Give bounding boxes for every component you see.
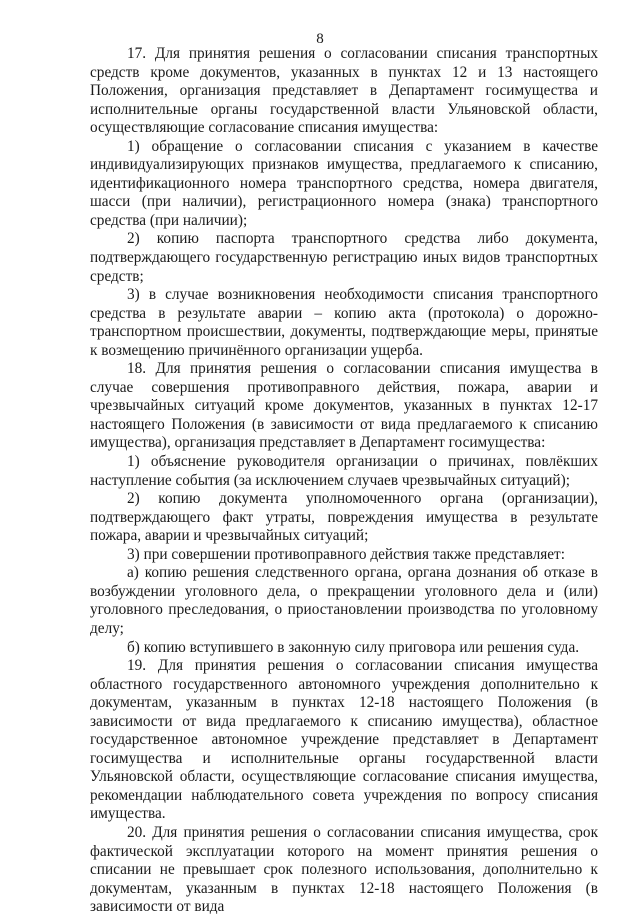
paragraph-17-item-3: 3) в случае возникновения необходимости списания транспортного средства в результате аварии – копию акта (протокола) о дорожно-транспортном происшествии, документы, подтверждающие меры, принятые к возмещению причинённого организации ущерба.	[90, 286, 598, 359]
paragraph-18-item-1: 1) объяснение руководителя организации о причинах, повлёкших наступление события (за исключением случаев чрезвычайных ситуаций);	[90, 453, 598, 489]
page-number: 8	[316, 31, 324, 47]
paragraph-19: 19. Для принятия решения о согласовании списания имущества областного государственного автономного учреждения дополнительно к документам, указанным в пунктах 12-18 настоящего Положения (в зависимости от вида предлагаемого к списанию имущества), областное государственное автономное учреждение представляет в Департамент госимущества и исполнительные органы государственной власти Ульяновской области, осуществляющие согласование списания имущества, рекомендации наблюдательного совета учреждения по вопросу списания имущества.	[90, 657, 598, 823]
paragraph-17-item-2: 2) копию паспорта транспортного средства либо документа, подтверждающего государственную регистрацию иных видов транспортных средств;	[90, 230, 598, 285]
paragraph-18-item-2: 2) копию документа уполномоченного органа (организации), подтверждающего факт утраты, повреждения имущества в результате пожара, аварии и чрезвычайных ситуаций;	[90, 490, 598, 545]
paragraph-18-item-3: 3) при совершении противоправного действия также представляет:	[127, 545, 565, 563]
paragraph-18: 18. Для принятия решения о согласовании списания имущества в случае совершения противоправного действия, пожара, аварии и чрезвычайных ситуаций кроме документов, указанных в пунктах 12-17 настоящего Положения (в зависимости от вида предлагаемого к списанию имущества), организация представляет в Департамент госимущества:	[90, 360, 598, 452]
paragraph-17-item-1: 1) обращение о согласовании списания с указанием в качестве индивидуализирующих признаков имущества, предлагаемого к списанию, идентификационного номера транспортного средства, номера двигателя, шасси (при наличии), регистрационного номера (знака) транспортного средства (при наличии);	[90, 137, 598, 229]
document-body	[90, 45, 598, 917]
paragraph-20: 20. Для принятия решения о согласовании списания имущества, срок фактической эксплуатации которого на момент принятия решения о списании не превышает срок полезного использования, дополнительно к документам, указанным в пунктах 12-18 настоящего Положения (в зависимости от вида	[90, 823, 598, 916]
paragraph-18-subitem-a: а) копию решения следственного органа, органа дознания об отказе в возбуждении уголовного дела, о прекращении уголовного дела и (или) уголовного преследования, о приостановлении производства по уголовному делу;	[90, 564, 598, 637]
paragraph-17: 17. Для принятия решения о согласовании списания транспортных средств кроме документов, указанных в пунктах 12 и 13 настоящего Положения, организация представляет в Департамент госимущества и исполнительные органы государственной власти Ульяновской области, осуществляющие согласование списания имущества:	[90, 45, 598, 137]
paragraph-18-subitem-b: б) копию вступившего в законную силу приговора или решения суда.	[127, 638, 580, 656]
